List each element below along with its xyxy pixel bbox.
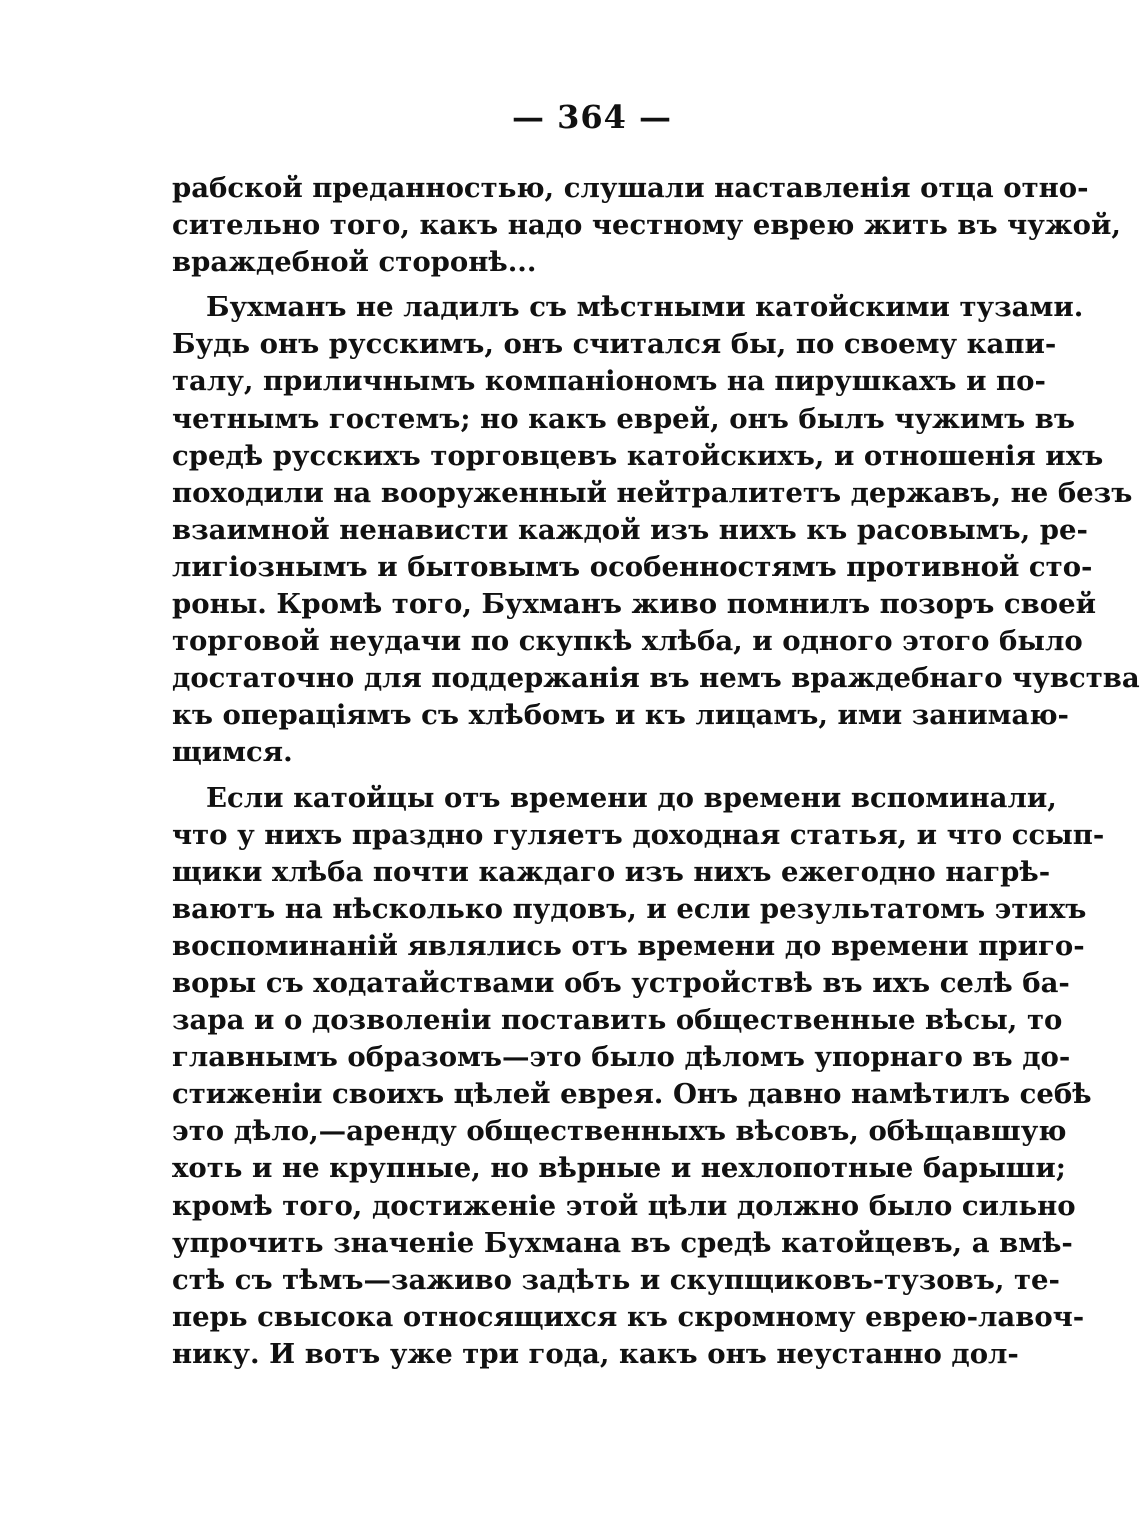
text-line: воры съ ходатайствами объ устройствѣ въ ихъ селѣ ба-: [172, 966, 1070, 999]
text-line: рабской преданностью, слушали наставленія отца отно-: [172, 172, 1089, 204]
body-text: [172, 170, 1140, 1373]
text-line: средѣ русскихъ торговцевъ катойскихъ, и отношенія ихъ: [172, 439, 1104, 472]
text-line: роны. Кромѣ того, Бухманъ живо помнилъ позоръ своей: [172, 588, 1097, 621]
text-line: достаточно для поддержанія въ немъ враждебнаго чувства: [172, 662, 1140, 695]
text-line: стѣ съ тѣмъ—заживо задѣть и скупщиковъ-тузовъ, те-: [172, 1263, 1060, 1296]
text-line: нику. И вотъ уже три года, какъ онъ неустанно дол-: [172, 1337, 1019, 1370]
text-line: походили на вооруженный нейтралитетъ державъ, не безъ: [172, 476, 1133, 509]
paragraph-2: [172, 289, 1140, 771]
text-line: главнымъ образомъ—это было дѣломъ упорнаго въ до-: [172, 1041, 1071, 1074]
text-line: враждебной сторонѣ...: [172, 246, 537, 279]
text-line: торговой неудачи по скупкѣ хлѣба, и одного этого было: [172, 625, 1083, 658]
text-line: къ операціямъ съ хлѣбомъ и къ лицамъ, ими занимаю-: [172, 699, 1069, 732]
text-line: что у нихъ праздно гуляетъ доходная статья, и что ссып-: [172, 818, 1105, 851]
page-number: — 364 —: [511, 98, 673, 136]
text-line: зара и о дозволеніи поставить общественные вѣсы, то: [172, 1004, 1063, 1037]
text-line: ваютъ на нѣсколько пудовъ, и если результатомъ этихъ: [172, 892, 1087, 925]
paragraph-1: [172, 170, 1121, 281]
text-line: талу, приличнымъ компаніономъ на пирушкахъ и по-: [172, 365, 1046, 398]
text-line: Если катойцы отъ времени до времени вспоминали,: [206, 781, 1057, 814]
text-line: воспоминаній являлись отъ времени до времени приго-: [172, 929, 1085, 962]
text-line: Бухманъ не ладилъ съ мѣстными катойскими тузами.: [206, 291, 1084, 324]
text-line: сительно того, какъ надо честному еврею жить въ чужой,: [172, 209, 1121, 242]
text-line: кромѣ того, достиженіе этой цѣли должно было сильно: [172, 1189, 1076, 1222]
text-line: это дѣло,—аренду общественныхъ вѣсовъ, обѣщавшую: [172, 1115, 1067, 1148]
text-line: стиженіи своихъ цѣлей еврея. Онъ давно намѣтилъ себѣ: [172, 1078, 1092, 1111]
text-line: Будь онъ русскимъ, онъ считался бы, по своему капи-: [172, 328, 1057, 361]
text-line: хоть и не крупные, но вѣрные и нехлопотные барыши;: [172, 1152, 1066, 1185]
text-line: взаимной ненависти каждой изъ нихъ къ расовымъ, ре-: [172, 513, 1088, 546]
text-line: упрочить значеніе Бухмана въ средѣ катойцевъ, а вмѣ-: [172, 1226, 1073, 1259]
paragraph-3: [172, 780, 1105, 1374]
text-line: перь свысока относящихся къ скромному еврею-лавоч-: [172, 1300, 1085, 1333]
text-line: щимся.: [172, 736, 293, 769]
text-line: лигіознымъ и бытовымъ особенностямъ противной сто-: [172, 550, 1093, 583]
text-line: щики хлѣба почти каждаго изъ нихъ ежегодно нагрѣ-: [172, 855, 1051, 888]
text-line: четнымъ гостемъ; но какъ еврей, онъ былъ чужимъ въ: [172, 402, 1075, 435]
